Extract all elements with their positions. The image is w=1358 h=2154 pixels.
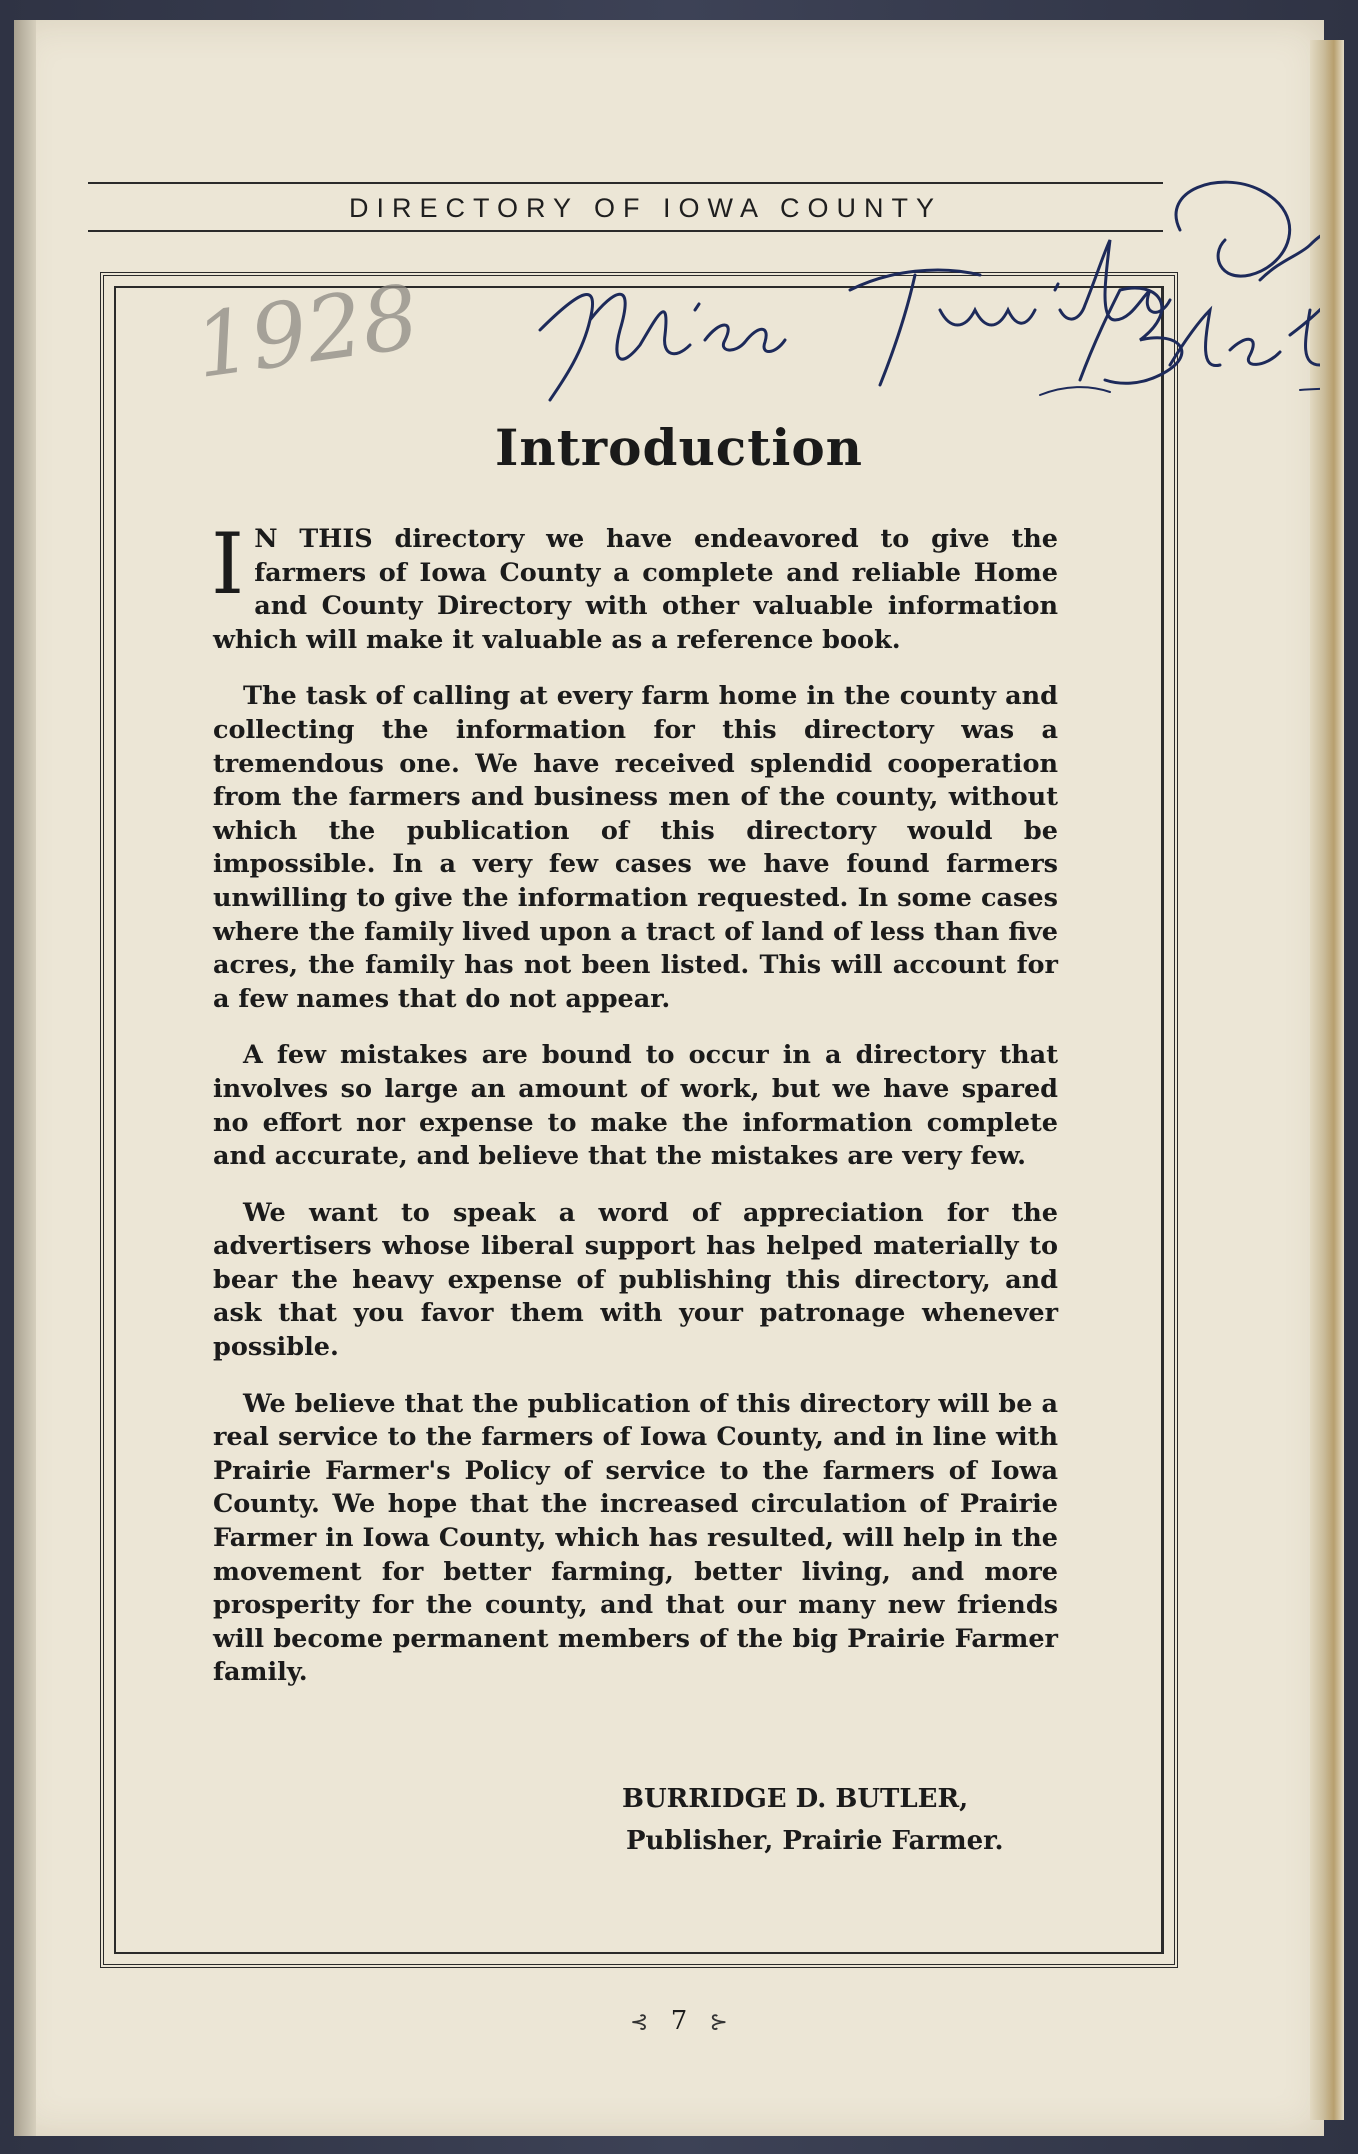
page-edge xyxy=(1310,40,1344,2120)
paragraph-3: A few mistakes are bound to occur in a directory that involves so large an amount of work, but we have spared no effort nor expense to make the information complete and accurate, and believe that the mistakes are very few. xyxy=(213,1040,1058,1172)
binding-gutter xyxy=(14,20,36,2136)
svg-text:1928: 1928 xyxy=(188,264,425,399)
publisher-title: Publisher, Prairie Farmer. xyxy=(626,1826,1004,1856)
running-head xyxy=(88,182,1163,232)
right-ornament-icon: ⊱ xyxy=(709,2010,728,2035)
paragraph-2: The task of calling at every farm home in the county and collecting the information for this directory was a tremendous one. We have received splendid cooperation from the farmers and business men of the county, without which the publication of this directory would be impossible. In a very few cases we have found farmers unwilling to give the information requested. In some cases where the family lived upon a tract of land of less than five acres, the family has not been listed. This will account for a few names that do not appear. xyxy=(213,681,1058,1014)
paragraph-5: We believe that the publication of this directory will be a real service to the farmers of Iowa County, and in line with Prairie Farmer's Policy of service to the farmers of Iowa County. We hope that the increased circulation of Prairie Farmer in Iowa County, which has resulted, will help in the movement for better farming, better living, and more prosperity for the county, and that our many new friends will become permanent members of the big Prairie Farmer family. xyxy=(213,1388,1058,1688)
paragraph-1: I N THIS directory we have endeavored to give the farmers of Iowa County a complete and reliable Home and County Directory with other valuable information which will make it valuable as a reference book. xyxy=(211,515,1058,655)
page-number-footer xyxy=(0,2006,1358,2036)
page-title: Introduction xyxy=(494,418,864,477)
introduction-body xyxy=(211,515,1058,1713)
page-number: 7 xyxy=(670,2006,688,2036)
publisher-name: BURRIDGE D. BUTLER, xyxy=(622,1784,969,1814)
drop-cap: I xyxy=(211,515,245,613)
running-head-text: DIRECTORY OF IOWA COUNTY xyxy=(348,193,943,223)
publisher-signature xyxy=(622,1778,1004,1862)
left-ornament-icon: ⊰ xyxy=(630,2010,649,2035)
paragraph-4: We want to speak a word of appreciation for the advertisers whose liberal support has helped materially to bear the heavy expense of publishing this directory, and ask that you favor them with your patronage whenever possible. xyxy=(213,1197,1058,1363)
